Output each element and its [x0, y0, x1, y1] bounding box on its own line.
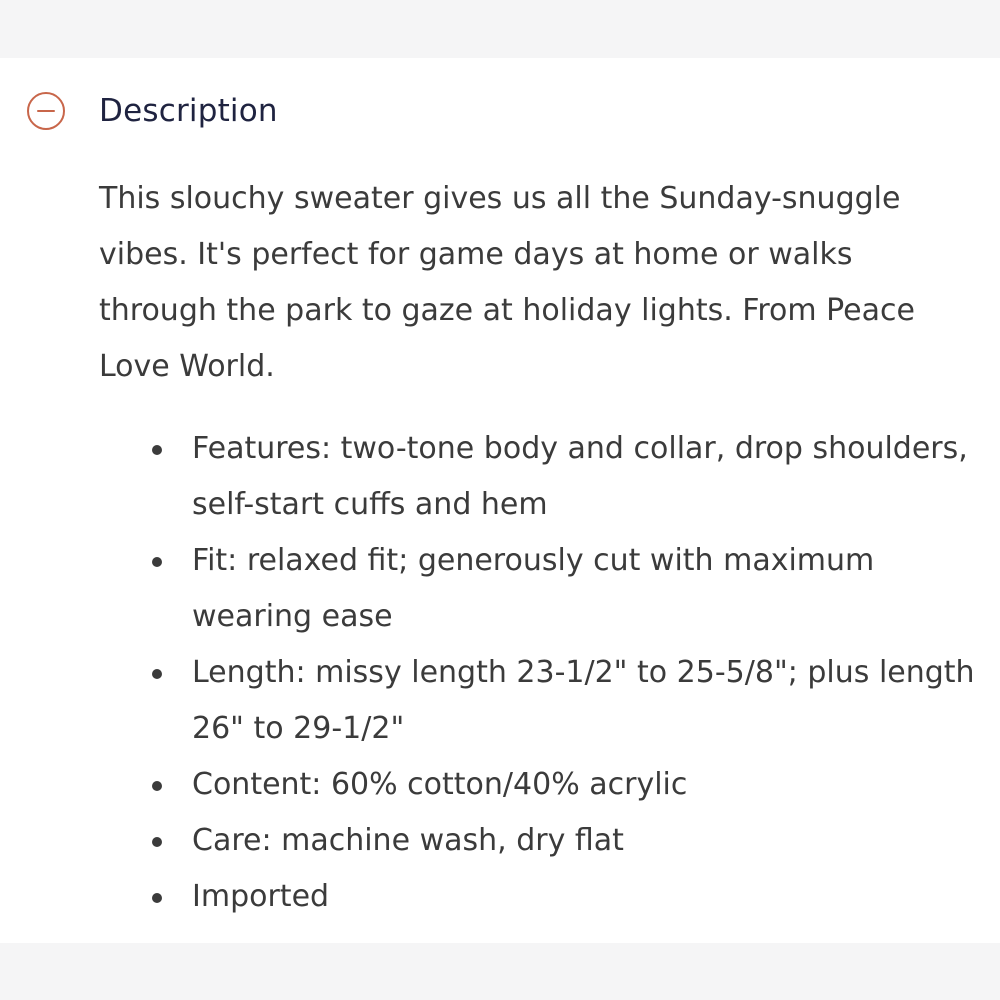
list-item [192, 813, 982, 869]
bullet-icon [152, 669, 162, 679]
list-item [192, 757, 982, 813]
list-item [192, 533, 982, 645]
feature-text: Imported [192, 879, 330, 914]
list-item [192, 421, 982, 533]
bullet-icon [152, 557, 162, 567]
bullet-icon [152, 445, 162, 455]
feature-text: Fit: relaxed fit; generously cut with maximum wearing ease [192, 543, 875, 634]
feature-text: Length: missy length 23-1/2" to 25-5/8"; plus length 26" to 29-1/2" [192, 655, 975, 746]
description-accordion-header[interactable] [26, 88, 278, 134]
bullet-icon [152, 837, 162, 847]
list-item [192, 645, 982, 757]
feature-text: Features: two-tone body and collar, drop shoulders, self-start cuffs and hem [192, 431, 968, 522]
description-panel [0, 58, 1000, 943]
section-title: Description [99, 93, 278, 129]
feature-text: Care: machine wash, dry flat [192, 823, 624, 858]
feature-list [192, 421, 982, 925]
bullet-icon [152, 781, 162, 791]
minus-circle-icon[interactable] [26, 91, 66, 131]
description-text: This slouchy sweater gives us all the Sunday-snuggle vibes. It's perfect for game days at home or walks through the park to gaze at holiday lights. From Peace Love World. [99, 181, 915, 384]
bullet-icon [152, 893, 162, 903]
list-item [192, 869, 982, 925]
feature-text: Content: 60% cotton/40% acrylic [192, 767, 688, 802]
